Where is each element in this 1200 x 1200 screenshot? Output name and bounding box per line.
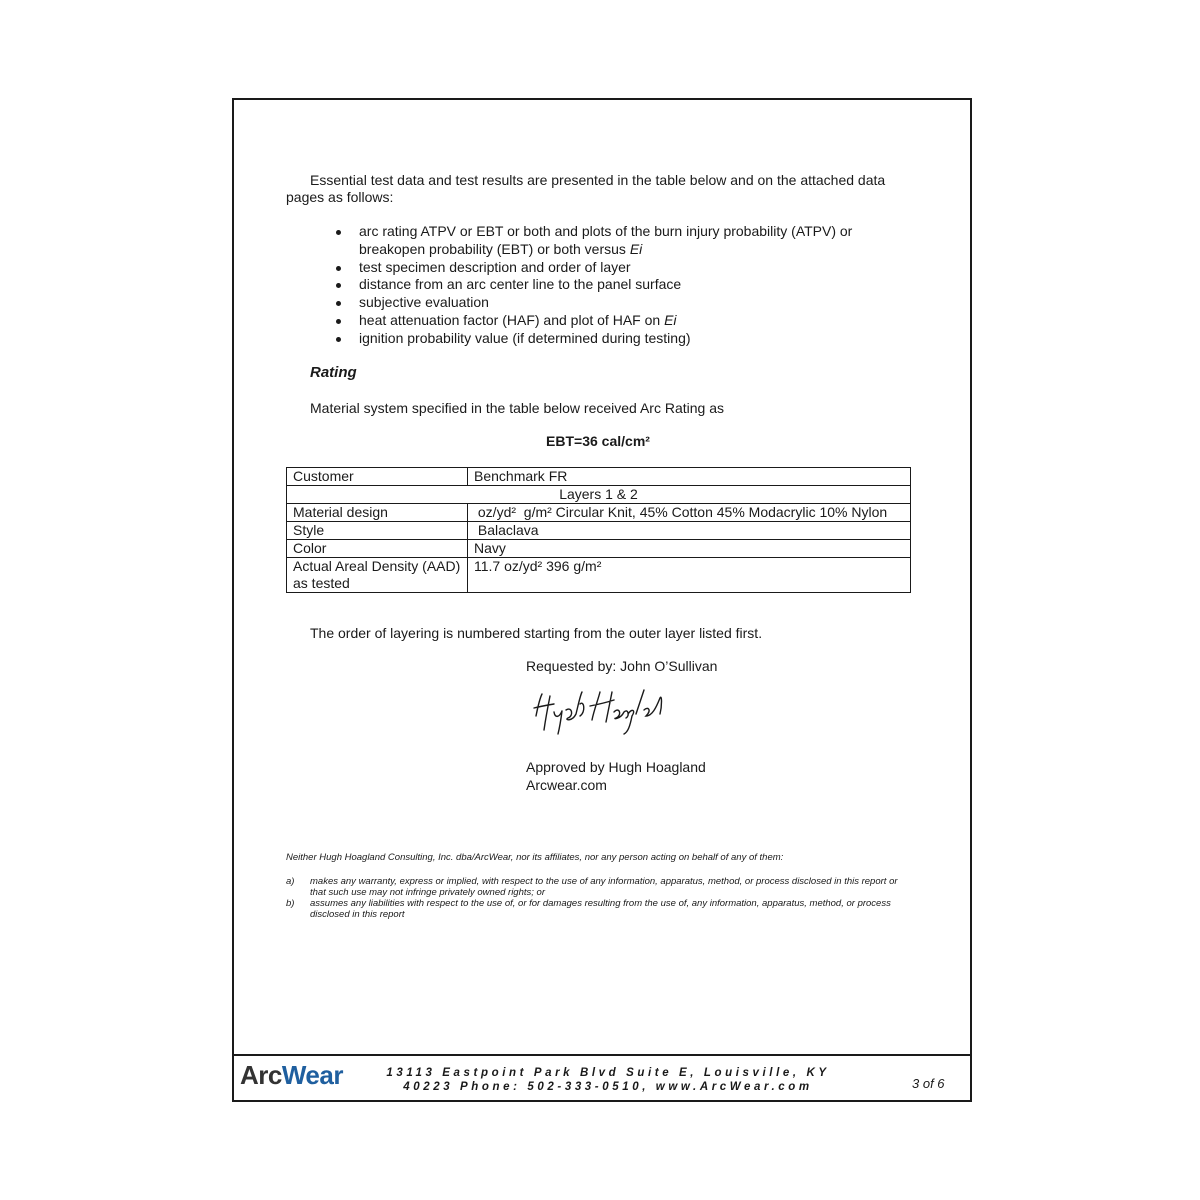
density-value: 11.7 oz/yd² 396 g/m² — [468, 558, 911, 593]
table-row — [287, 486, 911, 504]
table-row — [287, 540, 911, 558]
customer-value: Benchmark FR — [468, 468, 911, 486]
rating-statement: Material system specified in the table below received Arc Rating as — [310, 400, 724, 416]
requested-by: Requested by: John O’Sullivan — [526, 658, 718, 674]
page-number: 3 of 6 — [912, 1076, 945, 1091]
table-row — [287, 522, 911, 540]
rating-heading: Rating — [310, 364, 357, 381]
list-item: test specimen description and order of layer — [334, 259, 894, 277]
color-label: Color — [287, 540, 468, 558]
list-item: ignition probability value (if determined during testing) — [334, 330, 894, 348]
arc-rating-value: EBT=36 cal/cm² — [546, 433, 650, 449]
disclaimer-item: b) assumes any liabilities with respect to the use of, or for damages resulting from the use of, any information, apparatus, method, or process disclosed in this report — [286, 898, 891, 920]
customer-label: Customer — [287, 468, 468, 486]
material-label: Material design — [287, 504, 468, 522]
approved-by: Approved by Hugh Hoagland — [526, 759, 706, 775]
list-item: subjective evaluation — [334, 294, 894, 312]
deliverables-list — [334, 223, 894, 348]
style-value: Balaclava — [468, 522, 911, 540]
color-value: Navy — [468, 540, 911, 558]
disclaimer-item: a) makes any warranty, express or implied, with respect to the use of any information, apparatus, method, or process disclosed in this report or that such use may not infringe privately owned rights; or — [286, 876, 898, 898]
table-row — [287, 558, 911, 593]
list-item: arc rating ATPV or EBT or both and plots of the burn injury probability (ATPV) or breakopen probability (EBT) or both versus Ei — [334, 223, 894, 259]
footer-divider — [234, 1054, 972, 1056]
disclaimer-lead: Neither Hugh Hoagland Consulting, Inc. dba/ArcWear, nor its affiliates, nor any person acting on behalf of any of them: — [286, 852, 784, 863]
style-label: Style — [287, 522, 468, 540]
disclaimer — [286, 852, 911, 920]
table-row — [287, 468, 911, 486]
approver-website: Arcwear.com — [526, 776, 607, 793]
material-value: oz/yd² g/m² Circular Knit, 45% Cotton 45% Modacrylic 10% Nylon — [468, 504, 911, 522]
footer-address: 13113 Eastpoint Park Blvd Suite E, Louisville, KY 40223 Phone: 502-333-0510, www.ArcWear.com — [386, 1067, 830, 1093]
list-item: distance from an arc center line to the panel surface — [334, 276, 894, 294]
layer-order-note: The order of layering is numbered starting from the outer layer listed first. — [310, 625, 763, 641]
signature-image — [528, 686, 678, 736]
density-label: Actual Areal Density (AAD) as tested — [287, 558, 468, 593]
intro-paragraph: Essential test data and test results are presented in the table below and on the attached data pages as follows: — [286, 172, 886, 205]
approval-block — [526, 759, 706, 794]
material-spec-table — [286, 467, 911, 593]
list-item: heat attenuation factor (HAF) and plot of HAF on Ei — [334, 312, 894, 330]
layers-header: Layers 1 & 2 — [287, 486, 911, 504]
arcwear-logo: ArcWear — [240, 1060, 343, 1090]
table-row — [287, 504, 911, 522]
